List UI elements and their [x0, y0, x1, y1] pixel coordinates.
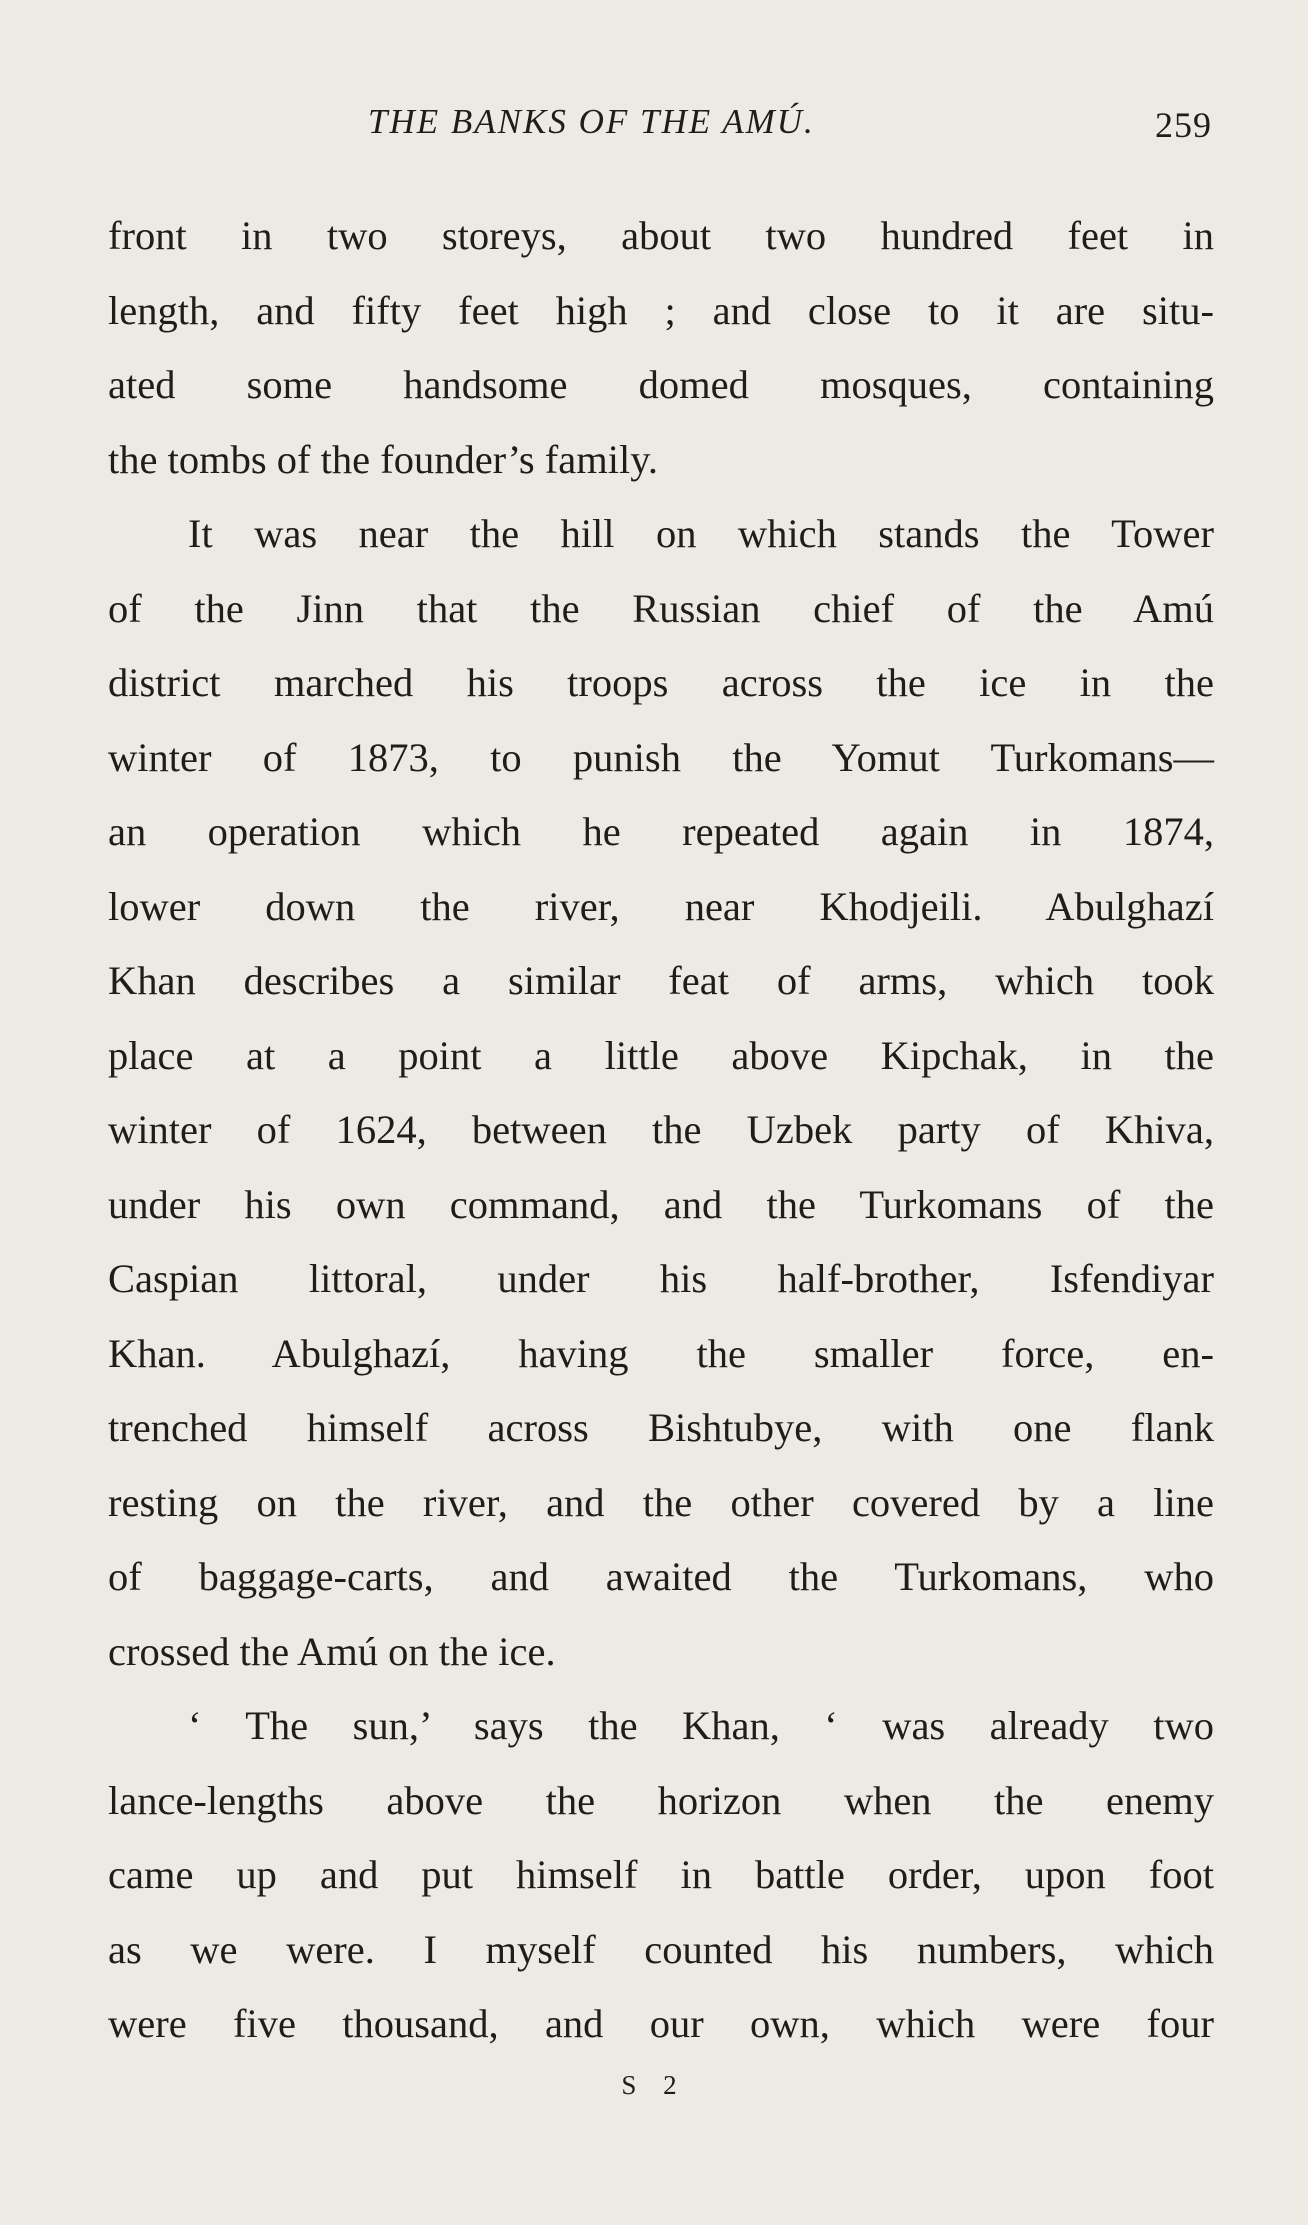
text-line: of the Jinn that the Russian chief of the Amú: [108, 585, 1214, 631]
text-line: crossed the Amú on the ice.: [108, 1628, 556, 1674]
text-line: district marched his troops across the ice in the: [108, 660, 1214, 705]
text-line: under his own command, and the Turkomans of the: [108, 1181, 1214, 1227]
text-line: It was near the hill on which stands the Tower: [188, 511, 1214, 556]
text-line: length, and fifty feet high ; and close to it are situ-: [108, 287, 1214, 333]
text-line: an operation which he repeated again in 1874,: [108, 809, 1214, 854]
text-line: winter of 1624, between the Uzbek party of Khiva,: [108, 1107, 1214, 1152]
text-line: Khan describes a similar feat of arms, which took: [108, 958, 1214, 1003]
text-line: were five thousand, and our own, which were four: [108, 2001, 1214, 2046]
text-line: of baggage-carts, and awaited the Turkomans, who: [108, 1554, 1214, 1599]
text-line: resting on the river, and the other covered by a line: [108, 1479, 1214, 1525]
body-text: [108, 199, 1214, 2062]
signature-mark: S 2: [621, 2070, 687, 2100]
text-line: Caspian littoral, under his half-brother, Isfendiyar: [108, 1256, 1214, 1301]
text-line: trenched himself across Bishtubye, with one flank: [108, 1405, 1214, 1450]
running-head: [0, 102, 1308, 152]
text-line: ated some handsome domed mosques, containing: [108, 362, 1214, 407]
text-line: front in two storeys, about two hundred feet in: [108, 213, 1214, 258]
text-line: lance-lengths above the horizon when the enemy: [108, 1777, 1214, 1823]
running-title: THE BANKS OF THE AMÚ.: [368, 102, 815, 141]
text-line: as we were. I myself counted his numbers, which: [108, 1926, 1214, 1972]
text-line: winter of 1873, to punish the Yomut Turkomans—: [108, 734, 1214, 780]
text-line: ‘ The sun,’ says the Khan, ‘ was already two: [188, 1703, 1214, 1748]
text-line: Khan. Abulghazí, having the smaller force, en-: [108, 1330, 1214, 1376]
text-line: lower down the river, near Khodjeili. Abulghazí: [108, 883, 1214, 929]
text-line: the tombs of the founder’s family.: [108, 436, 659, 482]
page-number: 259: [1155, 105, 1212, 145]
text-line: came up and put himself in battle order, upon foot: [108, 1852, 1214, 1897]
text-line: place at a point a little above Kipchak, in the: [108, 1032, 1214, 1078]
